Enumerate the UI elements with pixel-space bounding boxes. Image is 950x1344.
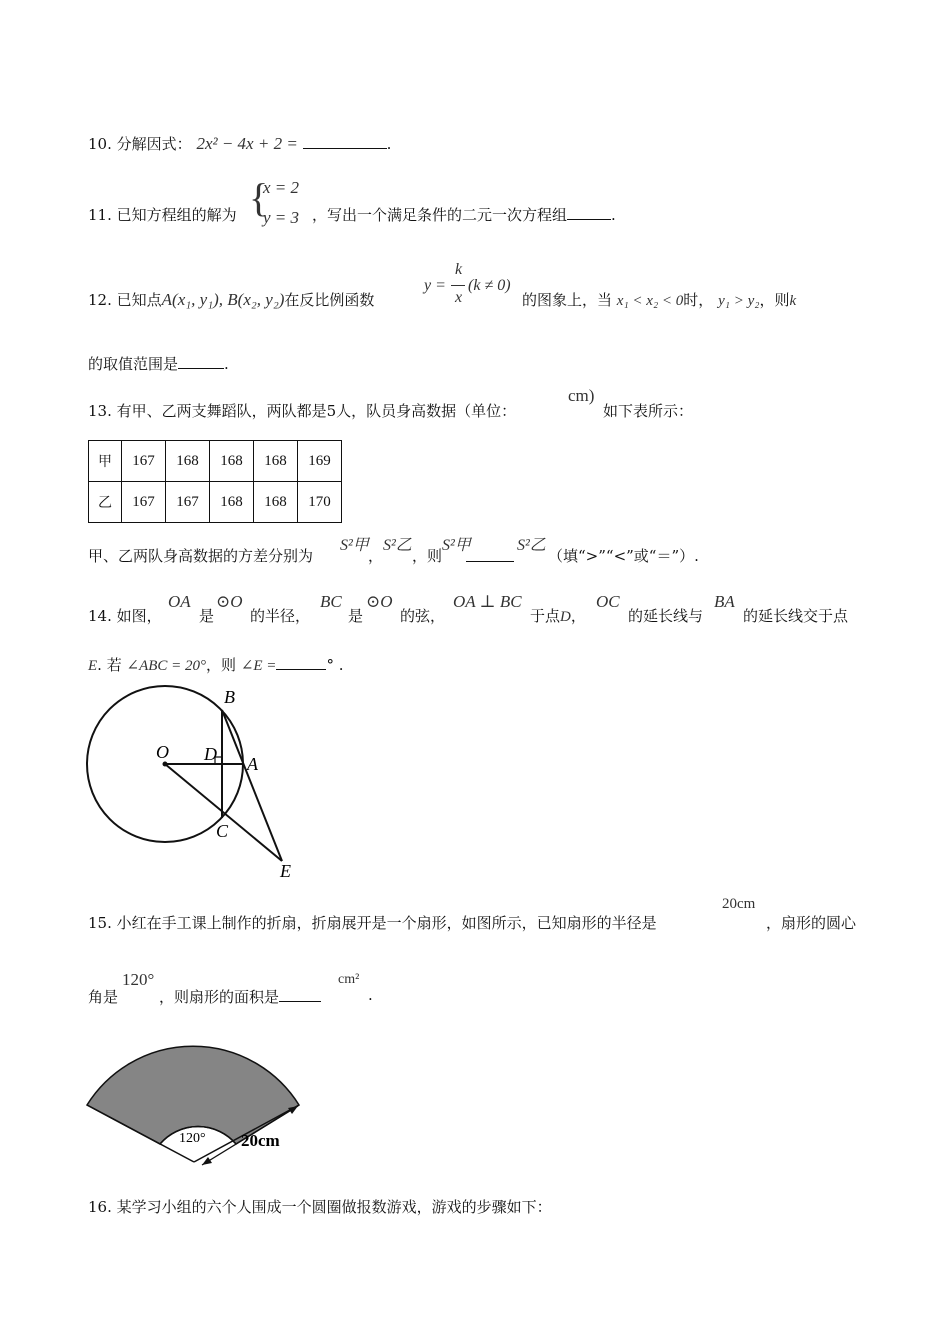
- question-13-then: ，则: [412, 547, 443, 565]
- question-12-line2: 的取值范围是 .: [88, 355, 229, 373]
- period: .: [368, 986, 373, 1004]
- question-15-line2-b: ，则扇形的面积是: [159, 986, 321, 1007]
- variance-jia: S²甲: [340, 537, 369, 554]
- table-cell: 168: [210, 482, 254, 523]
- question-13: 13. 有甲、乙两支舞蹈队，两队都是5人，队员身高数据（单位：: [88, 402, 517, 420]
- fill-instruction: （填“>”“<”或“＝”）.: [548, 547, 699, 565]
- table-cell: 168: [210, 441, 254, 482]
- label-c: C: [216, 821, 229, 841]
- math-perp: OA ⊥ BC: [453, 592, 522, 611]
- circle-figure: [84, 684, 314, 884]
- unit-cm: cm): [568, 386, 595, 405]
- radius-value: 20cm: [722, 896, 756, 912]
- table-cell: 168: [166, 441, 210, 482]
- table-cell: 169: [298, 441, 342, 482]
- area-unit: cm²: [338, 972, 360, 987]
- function-lhs: y =: [424, 277, 446, 294]
- equation-1: x = 2: [263, 178, 300, 197]
- question-11-rest: ，写出一个满足条件的二元一次方程组 .: [312, 206, 616, 224]
- question-12-rest: 的图象上，当 x₁ < x₂ < 0时， y₁ > y₂，则k: [522, 291, 797, 309]
- team-label: 甲: [89, 441, 122, 482]
- equation-2: y = 3: [263, 208, 300, 227]
- segment-be: [222, 710, 282, 861]
- answer-blank: [279, 987, 321, 1002]
- circle-o: ⊙O: [216, 592, 243, 611]
- math-bc: BC: [320, 592, 342, 611]
- question-15-line2-a: 角是: [88, 988, 119, 1006]
- angle-label: 120°: [179, 1131, 206, 1146]
- team-label: 乙: [89, 482, 122, 523]
- question-number: 12.: [88, 291, 112, 309]
- function-denominator: x: [455, 289, 463, 306]
- system-brace: {: [249, 175, 269, 220]
- table-cell: 170: [298, 482, 342, 523]
- question-15: 15. 小红在手工课上制作的折扇，折扇展开是一个扇形，如图所示，已知扇形的半径是: [88, 914, 657, 932]
- text-extension: 的延长线与: [628, 607, 704, 625]
- table-cell: 167: [166, 482, 210, 523]
- question-text: 已知方程组的解为: [116, 206, 237, 224]
- segment-oe: [165, 764, 282, 861]
- answer-blank: [276, 655, 326, 670]
- question-text: 分解因式：: [116, 135, 192, 153]
- question-number: 16.: [88, 1198, 112, 1216]
- question-number: 15.: [88, 914, 112, 932]
- math-ba: BA: [714, 592, 735, 611]
- variance-yi-2: S²乙: [517, 537, 546, 554]
- variance-yi: S²乙: [383, 537, 412, 554]
- height-table: [88, 440, 342, 523]
- label-d: D: [204, 744, 217, 764]
- function-numerator: k: [455, 261, 463, 278]
- math-oa: OA: [168, 592, 191, 611]
- comma: ，: [368, 547, 384, 565]
- question-16: 16. 某学习小组的六个人围成一个圆圈做报数游戏，游戏的步骤如下：: [88, 1198, 552, 1216]
- label-a: A: [247, 754, 258, 774]
- arrow-head-start: [202, 1157, 212, 1165]
- question-number: 10.: [88, 135, 112, 153]
- math-expression: 2x² − 4x + 2 =: [196, 134, 298, 153]
- fraction-bar: [451, 285, 465, 286]
- radius-label: 20cm: [241, 1131, 280, 1150]
- fan-figure: [84, 1032, 324, 1172]
- text-intersect: 的延长线交于点: [743, 607, 849, 625]
- question-10: 10. 分解因式： 2x² − 4x + 2 = .: [88, 134, 392, 153]
- label-e: E: [280, 861, 291, 881]
- table-cell: 168: [254, 441, 298, 482]
- function-condition: (k ≠ 0): [468, 277, 511, 294]
- question-12: 12. 已知点A(x₁, y₁), B(x₂, y₂)在反比例函数: [88, 290, 375, 309]
- circle-o-2: ⊙O: [366, 592, 393, 611]
- table-cell: 167: [122, 441, 166, 482]
- question-11: [88, 204, 237, 225]
- question-15-tail: ，扇形的圆心: [766, 914, 857, 932]
- question-number: 13.: [88, 402, 112, 420]
- table-cell: 168: [254, 482, 298, 523]
- text-radius: 的半径，: [250, 607, 311, 625]
- answer-blank: [466, 547, 514, 562]
- table-row: [89, 482, 342, 523]
- question-13-line3: 甲、乙两队身高数据的方差分别为: [88, 547, 314, 565]
- text-chord: 的弦，: [400, 607, 446, 625]
- answer-blank: [178, 354, 224, 369]
- math-oc: OC: [596, 592, 620, 611]
- table-cell: 167: [122, 482, 166, 523]
- text-shi-2: 是: [348, 607, 364, 625]
- text-shi: 是: [199, 607, 215, 625]
- points-expr: A(x₁, y₁), B(x₂, y₂): [161, 290, 285, 309]
- text-at-d: 于点D，: [530, 607, 586, 625]
- answer-blank: [303, 134, 387, 149]
- center-dot: [163, 762, 168, 767]
- question-14: 14. 如图，: [88, 607, 162, 625]
- label-o: O: [156, 742, 169, 762]
- question-13-tail: 如下表所示：: [603, 402, 694, 420]
- question-number: 11.: [88, 206, 112, 224]
- angle-value: 120°: [122, 970, 155, 989]
- question-14-line2: E. 若 ∠ABC = 20°，则 ∠E = ° .: [88, 656, 344, 674]
- variance-jia-2: S²甲: [442, 537, 471, 554]
- question-number: 14.: [88, 607, 112, 625]
- answer-blank: [567, 205, 611, 220]
- fan-sector: [87, 1046, 299, 1144]
- label-b: B: [224, 687, 235, 707]
- table-row: [89, 441, 342, 482]
